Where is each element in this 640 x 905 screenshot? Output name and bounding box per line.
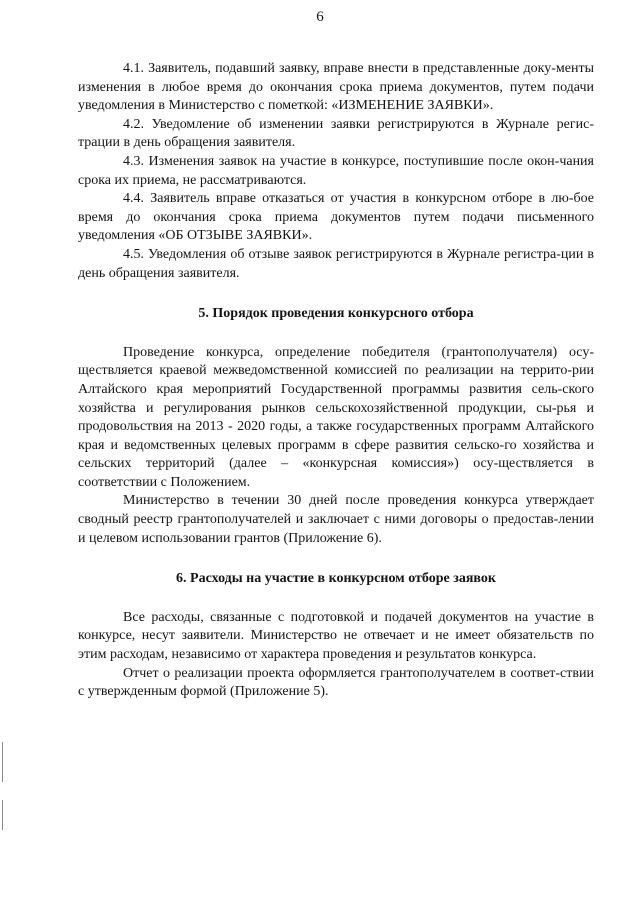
paragraph-5-1: Проведение конкурса, определение победителя (грантополучателя) осу-ществляется краевой межведомственной комиссией по реализации на террито-рии Алтайского края мероприятий Государственной программы развития сель-ского хозяйства и регулирования рынков сельскохозяйственной продукции, сы-рья и продовольствия на 2013 - 2020 годы, а также государственных программ Алтайского края и ведомственных целевых программ в сфере развития сельско-го хозяйства и сельских территорий (далее – «конкурсная комиссия») осу-ществляется в соответствии с Положением. — [78, 344, 594, 490]
paragraph-6-2: Отчет о реализации проекта оформляется грантополучателем в соответ-ствии с утвержденным формой (Приложение 5). — [78, 665, 594, 700]
section-4 — [78, 60, 594, 283]
section-5 — [78, 305, 594, 548]
page-number: 6 — [316, 9, 324, 25]
paragraph-5-2: Министерство в течении 30 дней после проведения конкурса утверждает сводный реестр грантополучателей и заключает с ними договоры о предостав-лении и целевом использовании грантов (Приложение 6). — [78, 493, 594, 546]
section-6 — [78, 570, 594, 702]
paragraph-6-1: Все расходы, связанные с подготовкой и подачей документов на участие в конкурсе, несут заявители. Министерство не отвечает и не имеет обязательств по этим расходам, независимо от характера проведения и результатов конкурса. — [78, 609, 594, 663]
paragraph-4-1: 4.1. Заявитель, подавший заявку, вправе внести в представленные доку-менты изменения в любое время до окончания срока приема документов, путем подачи уведомления в Министерство с пометкой: «ИЗМЕНЕНИЕ ЗАЯВКИ». — [78, 61, 594, 114]
document-body — [78, 60, 594, 702]
scan-edge-mark — [2, 800, 3, 830]
section-5-heading: 5. Порядок проведения конкурсного отбора — [198, 306, 474, 322]
paragraph-4-5: 4.5. Уведомления об отзыве заявок регистрируются в Журнале регистра-ции в день обращения заявителя. — [78, 246, 594, 281]
section-6-heading: 6. Расходы на участие в конкурсном отборе заявок — [176, 571, 496, 587]
scan-edge-mark — [2, 742, 3, 782]
paragraph-4-2: 4.2. Уведомление об изменении заявки регистрируются в Журнале регис-трации в день обращения заявителя. — [78, 116, 594, 151]
paragraph-4-4: 4.4. Заявитель вправе отказаться от участия в конкурсном отборе в лю-бое время до окончания срока приема документов путем подачи письменного уведомления «ОБ ОТЗЫВЕ ЗАЯВКИ». — [78, 191, 594, 244]
paragraph-4-3: 4.3. Изменения заявок на участие в конкурсе, поступившие после окон-чания срока их приема, не рассматриваются. — [78, 153, 594, 188]
